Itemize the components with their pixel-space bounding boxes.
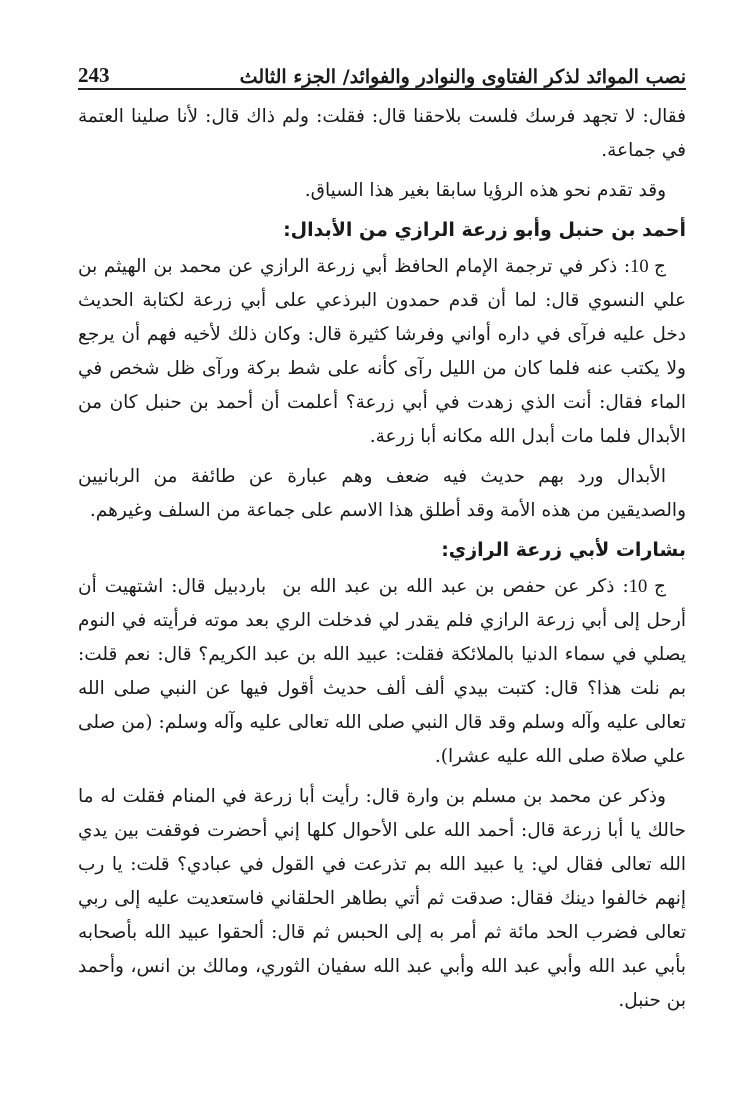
page-body <box>78 100 686 1018</box>
paragraph-5 <box>78 570 686 774</box>
paragraph-4: الأبدال ورد بهم حديث فيه ضعف وهم عبارة عن طائفة من الربانيين والصديقين من هذه الأمة وقد أطلق هذا الاسم على جماعة من السلف وغيرهم. <box>78 466 686 521</box>
page-number: 243 <box>78 63 110 87</box>
volume-reference: ج 10 <box>630 257 666 277</box>
paragraph-5-text: : ذكر عن حفص بن عبد الله بن عبد الله بن ‏باردبيل قال: اشتهيت أن أرحل إلى أبي زرعة الرازي فلم يقدر لي فدخلت الري بعد موته فرأيته في النوم يصلي في سماء الدنيا بالملائكة فقلت: عبيد الله بن عبد الكريم؟ قال: نعم قلت: بم نلت هذا؟ قال: كتبت بيدي ألف ألف حديث أقول فيها عن النبي صلى الله تعالى عليه وآله وسلم وقد قال النبي صلى الله تعالى عليه وآله وسلم: (من صلى علي صلاة صلى الله عليه عشرا). <box>78 576 686 767</box>
paragraph-6: وذكر عن محمد بن مسلم بن وارة قال: رأيت أبا زرعة في المنام فقلت له ما حالك يا أبا زرعة قال: أحمد الله على الأحوال كلها إني أحضرت فوقفت بين يدي الله تعالى فقال لي: يا عبيد الله بم تذرعت في القول في عبادي؟ قلت: يا رب إنهم خالفوا دينك فقال: صدقت ثم أتي بطاهر الحلقاني فاستعديت عليه إلى ربي تعالى فضرب الحد مائة ثم أمر به إلى الحبس ثم قال: ألحقوا عبيد الله بأصحابه بأبي عبد الله وأبي عبد الله وأبي عبد الله سفيان الثوري، ومالك بن انس، وأحمد بن حنبل. <box>78 786 686 1011</box>
paragraph-3-text: : ذكر في ترجمة الإمام الحافظ أبي زرعة الرازي عن محمد بن الهيثم بن علي النسوي قال: لما أن قدم حمدون البرذعي على أبي زرعة لكتابة الحديث دخل عليه فرآى في داره أواني وفرشا كثيرة قال: وكان ذلك لأخيه فهم أن يرجع ولا يكتب عنه فلما كان من الليل رآى كأنه على شط بركة ورآى ظل شخص في الماء فقال: أنت الذي زهدت في أبي زرعة؟ أعلمت أن أحمد بن حنبل كان من الأبدال فلما مات أبدل الله مكانه أبا زرعة. <box>78 256 686 447</box>
running-header <box>78 52 686 90</box>
volume-reference-2: ج 10 <box>628 577 666 597</box>
paragraph-2: وقد تقدم نحو هذه الرؤيا سابقا بغير هذا السياق. <box>304 180 666 201</box>
paragraph-1: فقال: لا تجهد فرسك فلست بلاحقنا قال: فقلت: ولم ذاك قال: لأنا صلينا العتمة في جماعة. <box>78 106 686 161</box>
book-page <box>78 52 686 1024</box>
section-heading-glad-tidings: بشارات لأبي زرعة الرازي: <box>441 539 686 561</box>
paragraph-3 <box>78 250 686 454</box>
section-heading-abdal: أحمد بن حنبل وأبو زرعة الرازي من الأبدال: <box>283 219 686 241</box>
header-title: نصب الموائد لذكر الفتاوى والنوادر والفوائد/ الجزء الثالث <box>239 66 686 88</box>
